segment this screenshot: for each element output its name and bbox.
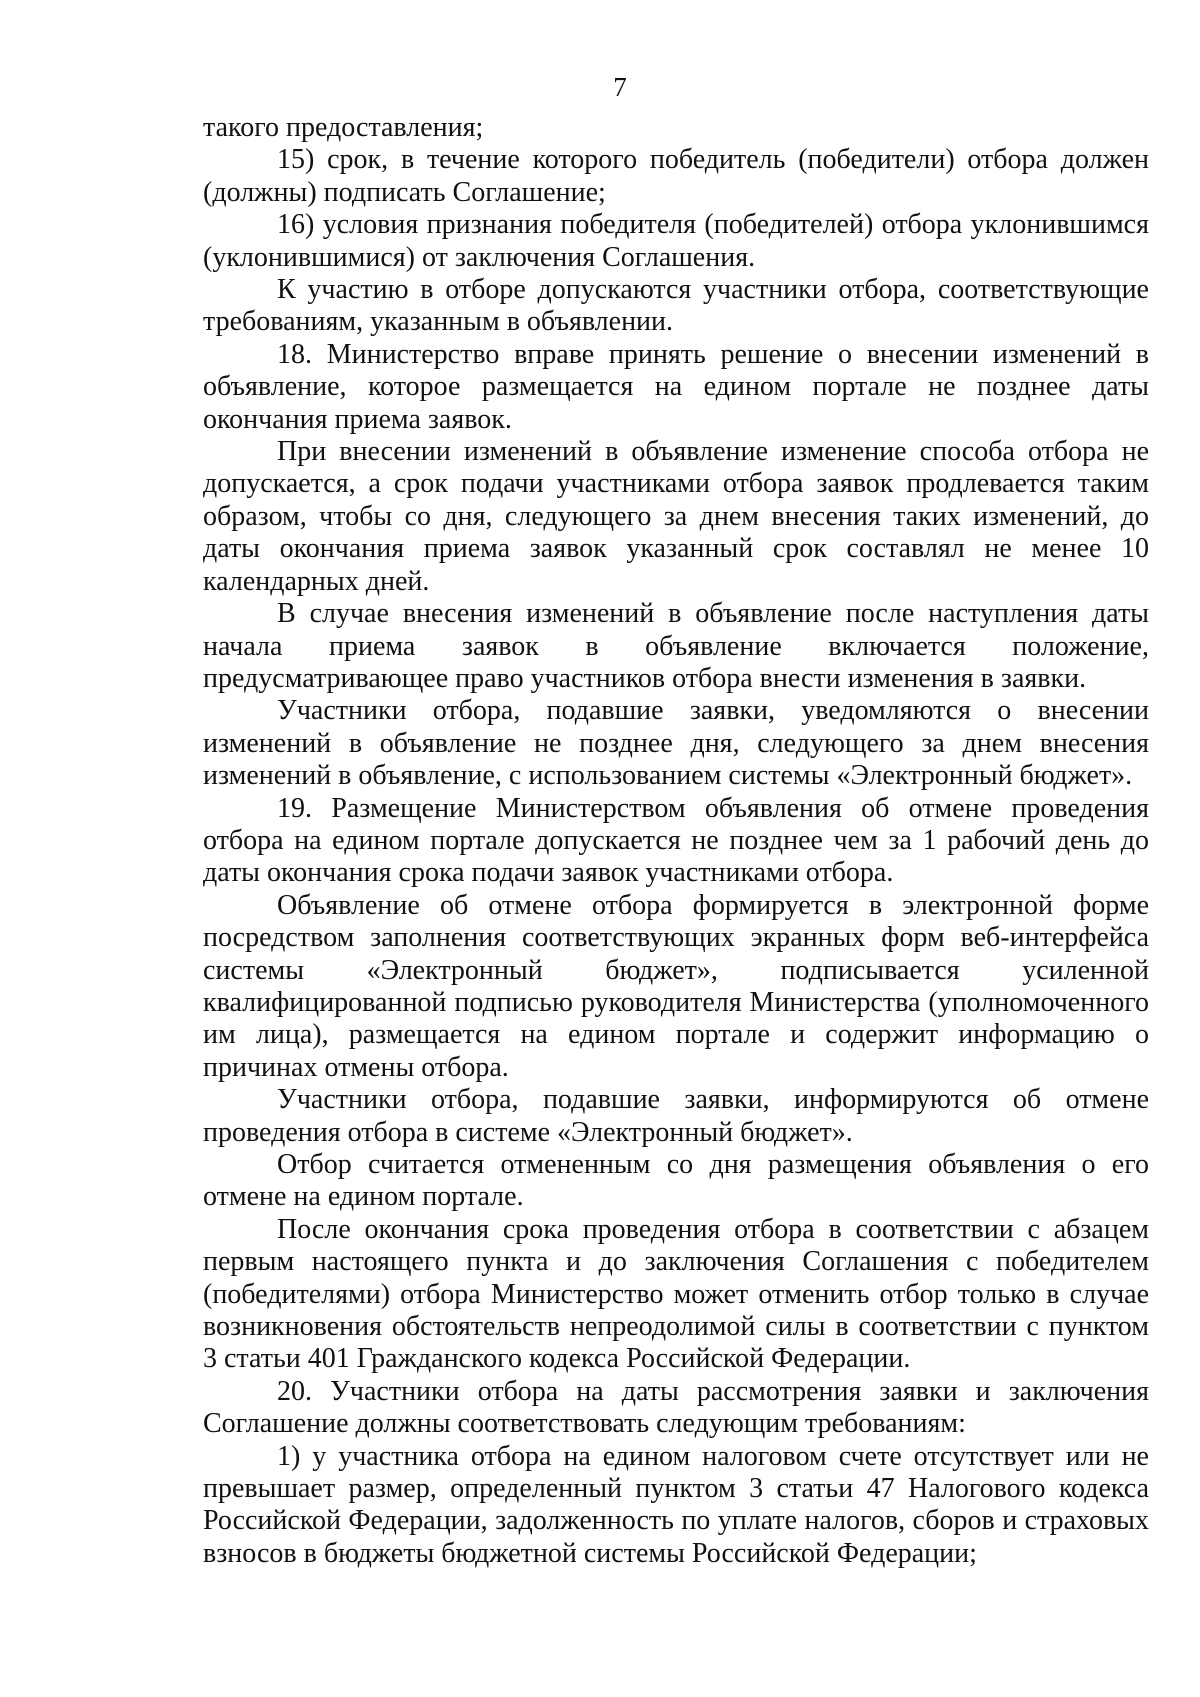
paragraph-clause-18: 18. Министерство вправе принять решение о внесении изменений в объявление, которое размещается на едином портале не позднее даты окончания приема заявок. [203, 338, 1149, 435]
page-number: 7 [613, 72, 627, 102]
paragraph-admission: К участию в отборе допускаются участники отбора, соответствующие требованиям, указанным в объявлении. [203, 274, 1149, 338]
paragraph-participants-notified: Участники отбора, подавшие заявки, уведомляются о внесении изменений в объявление не позднее дня, следующего за днем внесения изменений в объявление, с использованием системы «Электронный бюджет». [203, 695, 1149, 792]
paragraph-item-16: 16) условия признания победителя (победителей) отбора уклонившимся (уклонившимися) от заключения Соглашения. [203, 209, 1149, 273]
paragraph-requirement-1: 1) у участника отбора на едином налоговом счете отсутствует или не превышает размер, определенный пунктом 3 статьи 47 Налогового кодекса Российской Федерации, задолженность по уплате налогов, сборов и страховых взносов в бюджеты бюджетной системы Российской Федерации; [203, 1440, 1149, 1569]
paragraph-changes-after-start: В случае внесения изменений в объявление после наступления даты начала приема заявок в объявление включается положение, предусматривающее право участников отбора внести изменения в заявки. [203, 598, 1149, 694]
paragraph-participants-informed: Участники отбора, подавшие заявки, информируются об отмене проведения отбора в системе «Электронный бюджет». [203, 1084, 1149, 1148]
paragraph-continuation: такого предоставления; [203, 112, 484, 143]
document-body [203, 112, 1149, 1570]
paragraph-cancellation-effective: Отбор считается отмененным со дня размещения объявления о его отмене на едином портале. [203, 1149, 1149, 1213]
paragraph-cancellation-form: Объявление об отмене отбора формируется в электронной форме посредством заполнения соответствующих экранных форм веб-интерфейса системы «Электронный бюджет», подписывается усиленной квалифицированной подписью руководителя Министерства (уполномоченного им лица), размещается на едином портале и содержит информацию о причинах отмены отбора. [203, 889, 1149, 1083]
paragraph-item-15: 15) срок, в течение которого победитель (победители) отбора должен (должны) подписать Соглашение; [203, 144, 1149, 208]
paragraph-clause-20: 20. Участники отбора на даты рассмотрения заявки и заключения Соглашение должны соответствовать следующим требованиям: [203, 1375, 1149, 1440]
paragraph-changes-deadline: При внесении изменений в объявление изменение способа отбора не допускается, а срок подачи участниками отбора заявок продлевается таким образом, чтобы со дня, следующего за днем внесения таких изменений, до даты окончания приема заявок указанный срок составлял не менее 10 календарных дней. [203, 436, 1149, 597]
paragraph-force-majeure: После окончания срока проведения отбора в соответствии с абзацем первым настоящего пункта и до заключения Соглашения с победителем (победителями) отбора Министерство может отменить отбор только в случае возникновения обстоятельств непреодолимой силы в соответствии с пунктом 3 статьи 401 Гражданского кодекса Российской Федерации. [203, 1213, 1149, 1375]
paragraph-clause-19: 19. Размещение Министерством объявления об отмене проведения отбора на едином портале допускается не позднее чем за 1 рабочий день до даты окончания срока подачи заявок участниками отбора. [203, 792, 1149, 889]
